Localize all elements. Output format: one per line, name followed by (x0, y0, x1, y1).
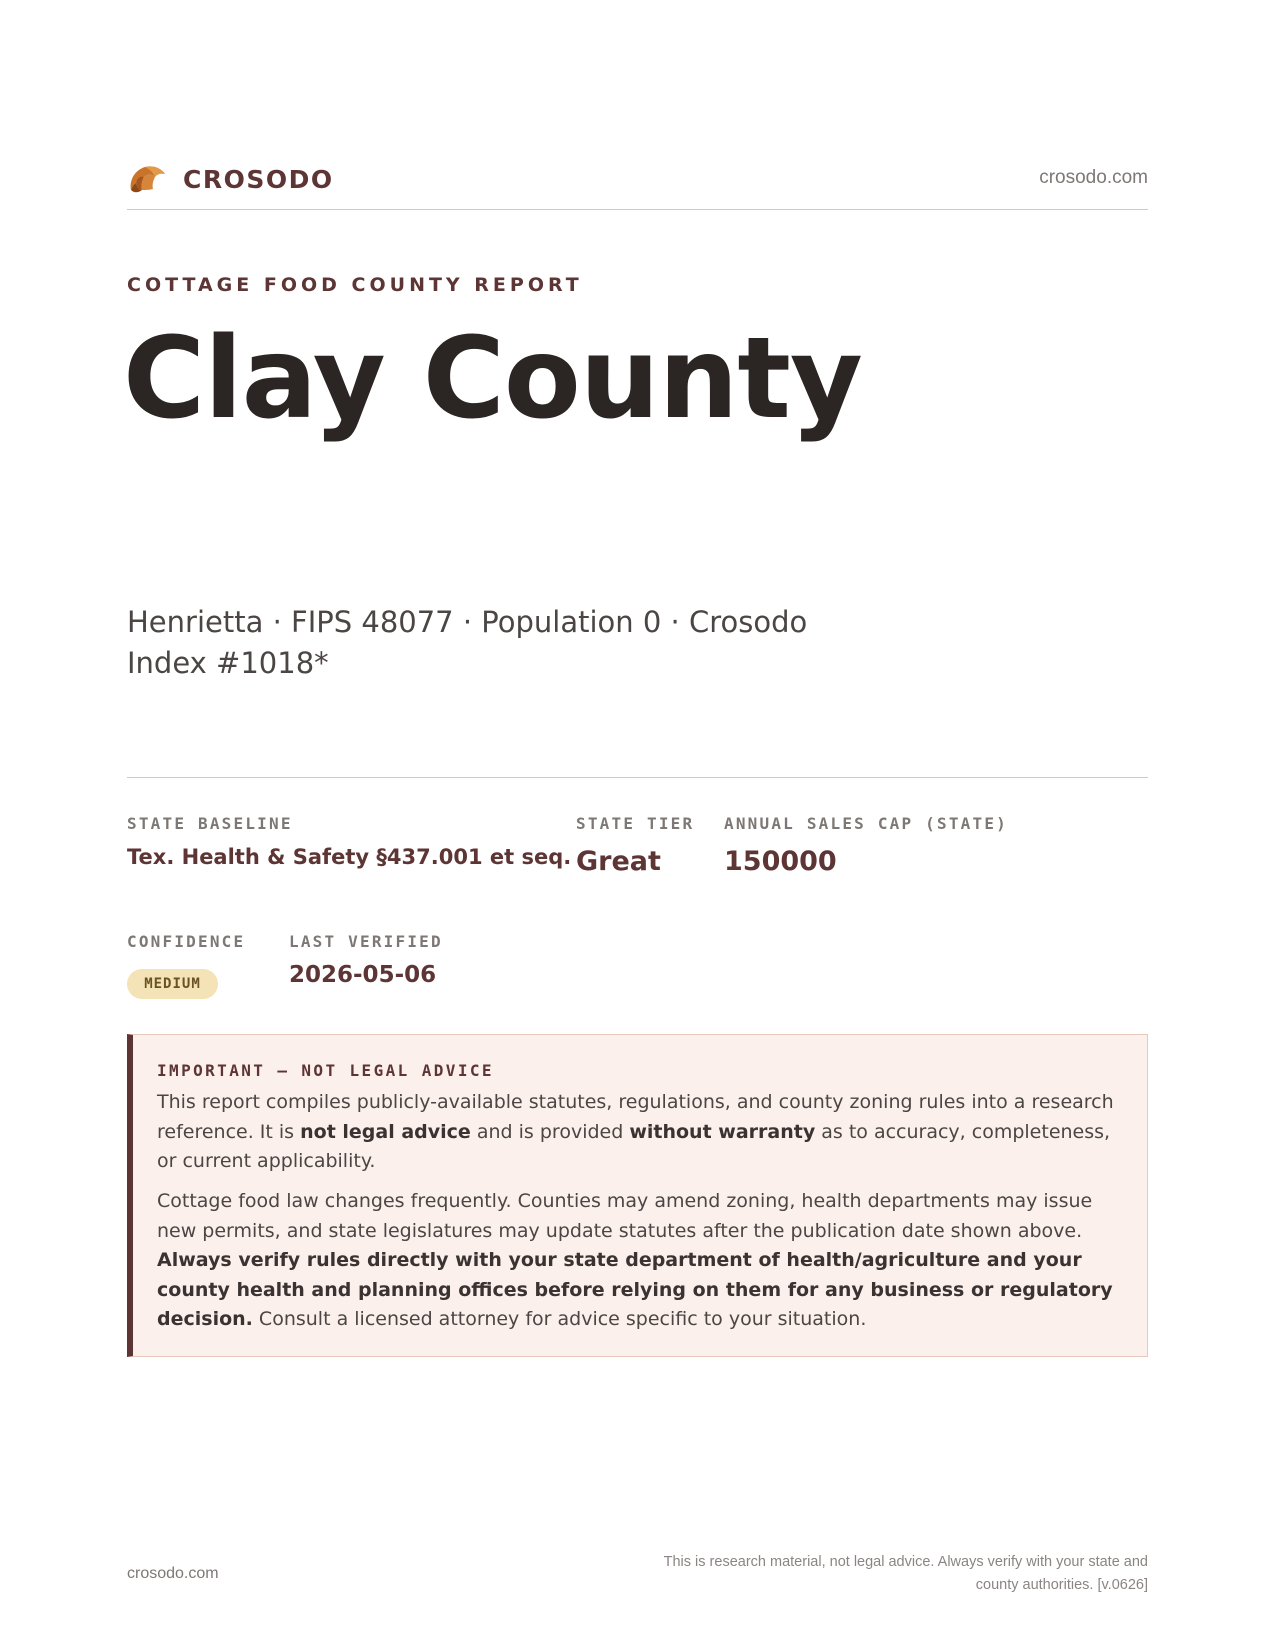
state-baseline-value: Tex. Health & Safety §437.001 et seq. (127, 845, 572, 869)
notice-paragraph-1: This report compiles publicly-available statutes, regulations, and county zoning rules into a research reference. It is not legal advice and is provided without warranty as to accuracy, completeness, or current applicability. (157, 1091, 1114, 1172)
page-title: Clay County (123, 314, 862, 444)
sales-cap-label: ANNUAL SALES CAP (STATE) (724, 814, 1008, 833)
state-tier-value: Great (576, 846, 661, 877)
header-url[interactable]: crosodo.com (1039, 167, 1148, 188)
header-divider (127, 209, 1148, 210)
county-subtitle: Henrietta · FIPS 48077 · Population 0 · Crosodo Index #1018* (127, 605, 808, 680)
brand-name: CROSODO (183, 164, 334, 194)
report-eyebrow: COTTAGE FOOD COUNTY REPORT (127, 274, 583, 296)
legal-notice (127, 1034, 1148, 1357)
state-baseline-label: STATE BASELINE (127, 814, 293, 833)
confidence-badge: MEDIUM (127, 969, 218, 999)
croissant-icon (127, 160, 169, 198)
footer-url[interactable]: crosodo.com (127, 1565, 219, 1582)
notice-paragraph-2: Cottage food law changes frequently. Counties may amend zoning, health departments may issue new permits, and state legislatures may update statutes after the publication date shown above. Always verify rules directly with your state department of health/agriculture and your county health and planning offices before relying on them for any business or regulatory decision. Consult a licensed attorney for advice specific to your situation. (157, 1190, 1113, 1330)
state-tier-label: STATE TIER (576, 814, 695, 833)
confidence-label: CONFIDENCE (127, 932, 246, 951)
notice-title: IMPORTANT — NOT LEGAL ADVICE (157, 1061, 494, 1080)
page-header (127, 158, 1148, 200)
section-divider (127, 777, 1148, 778)
last-verified-value: 2026-05-06 (289, 962, 437, 988)
last-verified-label: LAST VERIFIED (289, 932, 443, 951)
brand (127, 160, 334, 198)
report-page (123, 0, 1148, 1650)
footer-disclaimer: This is research material, not legal advice. Always verify with your state and county authorities. [v.0626] (663, 1554, 1148, 1593)
sales-cap-value: 150000 (724, 846, 837, 877)
